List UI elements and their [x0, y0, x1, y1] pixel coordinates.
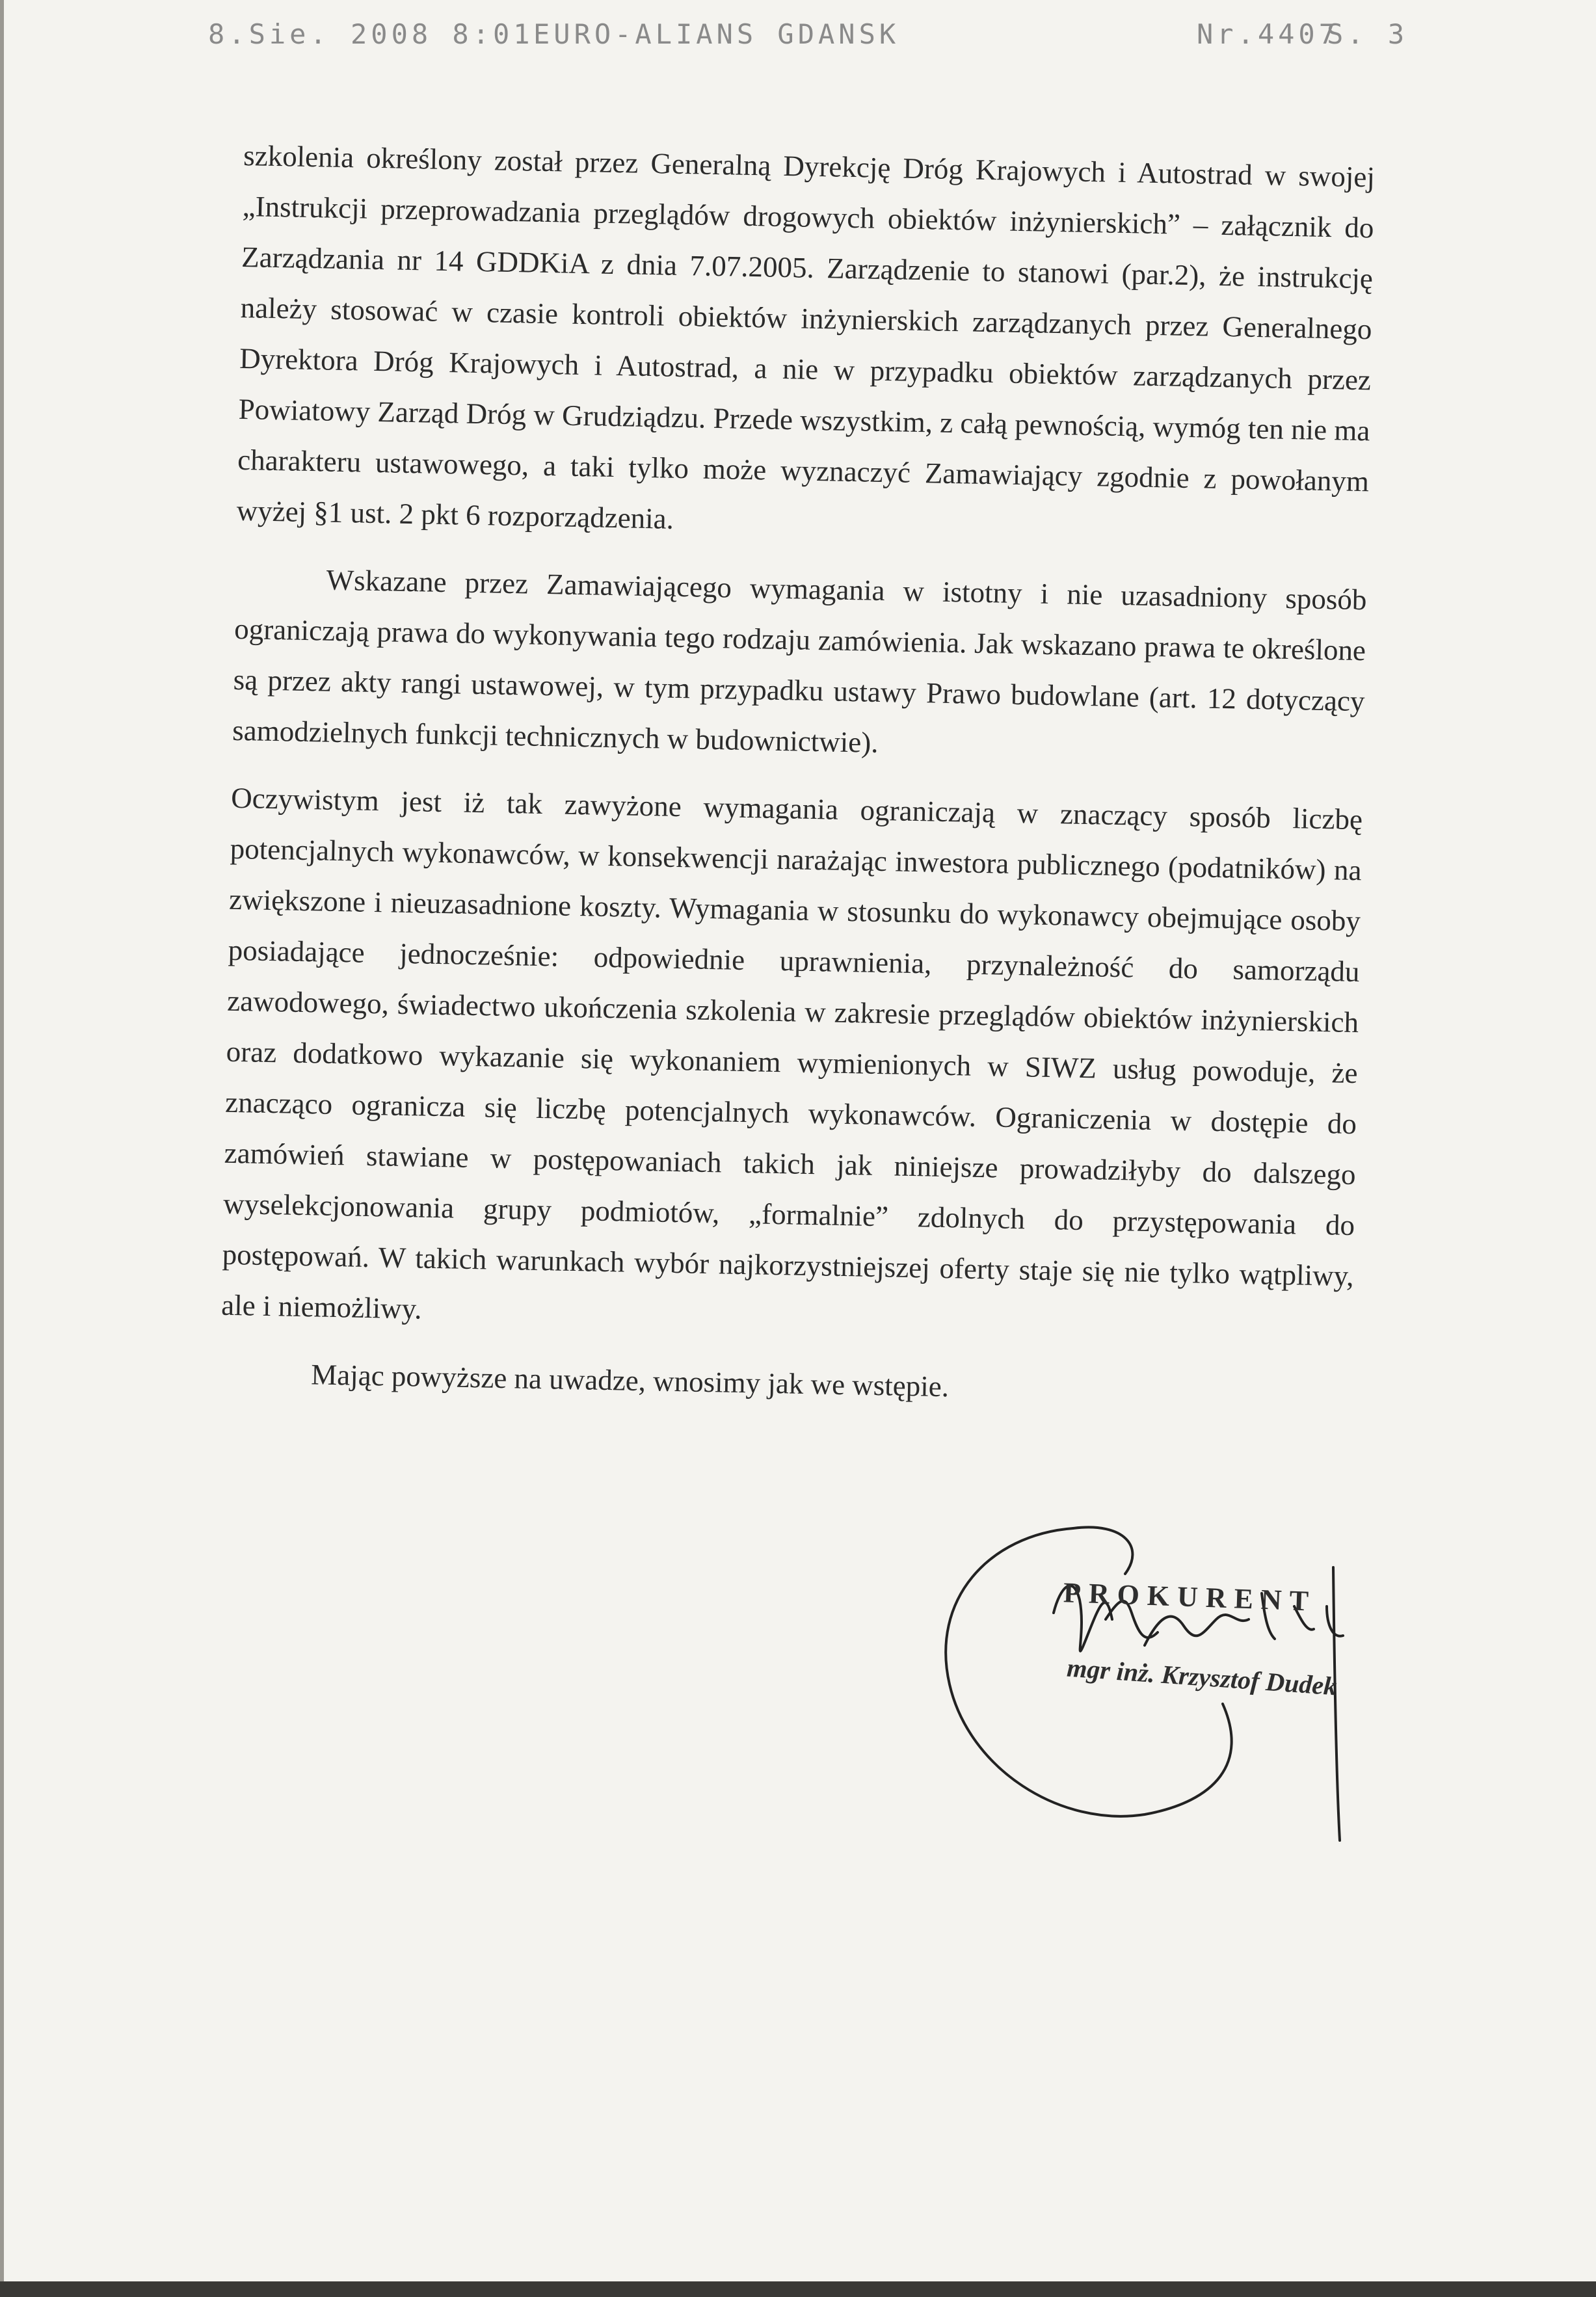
paragraph-4: Mając powyższe na uwadze, wnosimy jak we wstępie. — [310, 1358, 950, 1403]
paragraph-1: szkolenia określony został przez Generalną Dyrekcję Dróg Krajowych i Autostrad w swojej „Instrukcji przeprowadzania przeglądów drogowych obiektów inżynierskich” – załącznik do Zarządzania nr 14 GDDKiA z dnia 7.07.2005. Zarządzenie to stanowi (par.2), że instrukcję należy stosować w czasie kontroli obiektów inżynierskich zarządzanych przez Generalnego Dyrektora Dróg Krajowych i Autostrad, a nie w przypadku obiektów zarządzanych przez Powiatowy Zarząd Dróg w Grudziądzu. Przede wszystkim, z całą pewnością, wymóg ten nie ma charakteru ustawowego, a taki tylko może wyznaczyć Zamawiający zgodnie z powołanym wyżej §1 ust. 2 pkt 6 rozporządzenia. — [236, 139, 1376, 535]
fax-number: Nr.4407 — [1197, 18, 1340, 50]
paragraph-3: Oczywistym jest iż tak zawyżone wymagania ograniczają w znaczący sposób liczbę potencjalnych wykonawców, w konsekwencji narażając inwestora publicznego (podatników) na zwiększone i nieuzasadnione koszty. Wymagania w stosunku do wykonawcy obejmujące osoby posiadające jednocześnie: odpowiednie uprawnienia, przynależność do samorządu zawodowego, świadectwo ukończenia szkolenia w zakresie przeglądów obiektów inżynierskich oraz dodatkowo wykazanie się wykonaniem wymienionych w SIWZ usług powoduje, że znacząco ogranicza się liczbę potencjalnych wykonawców. Ograniczenia w dostępie do zamówień stawiane w postępowaniach takich jak niniejsze prowadziłyby do dalszego wyselekcjonowania grupy podmiotów, „formalnie” zdolnych do przystępowania do postępowań. W takich warunkach wybór najkorzystniejszej oferty staje się nie tylko wątpliwy, ale i niemożliwy. — [220, 781, 1363, 1325]
stamp-name: mgr inż. Krzysztof Dudek — [1065, 1653, 1338, 1701]
stamp-title: PROKURENT — [1063, 1576, 1317, 1617]
fax-sender: EURO-ALIANS GDANSK — [533, 18, 900, 50]
fax-header — [208, 12, 1411, 57]
paragraph-2: Wskazane przez Zamawiającego wymagania w istotny i nie uzasadniony sposób ograniczają prawa do wykonywania tego rodzaju zamówienia. Jak wskazano prawa te określone są przez akty rangi ustawowej, w tym przypadku ustawy Prawo budowlane (art. 12 dotyczący samodzielnych funkcji technicznych w budownictwie). — [232, 563, 1367, 759]
scan-edge — [0, 0, 4, 2297]
fax-page-number: S. 3 — [1327, 18, 1409, 50]
fax-date-time: 8.Sie. 2008 8:01 — [208, 18, 534, 50]
scan-bottom-edge — [0, 2281, 1596, 2297]
document-body — [219, 130, 1376, 1437]
